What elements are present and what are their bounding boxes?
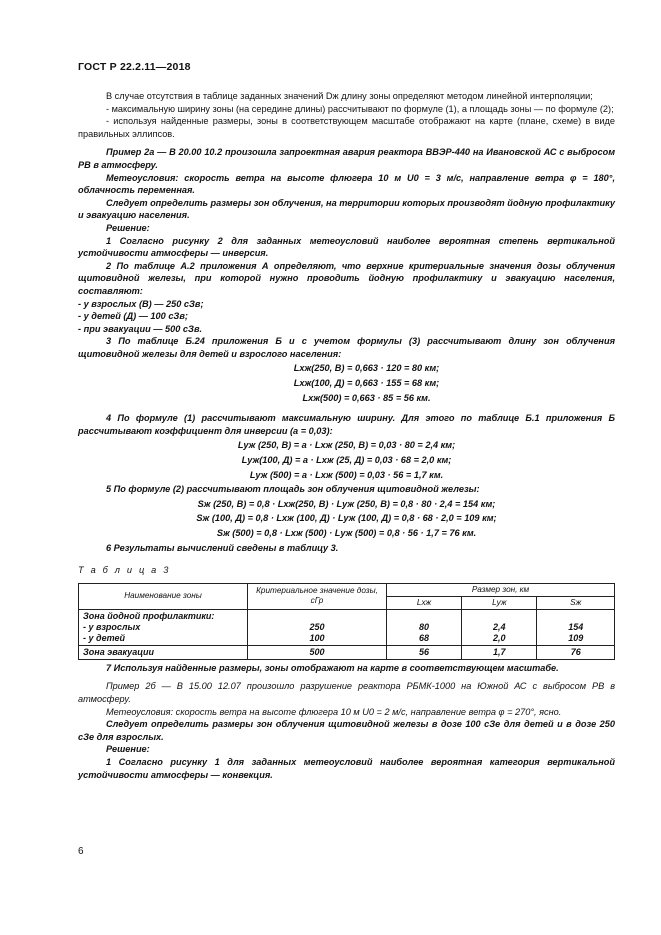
cell-area: 76 bbox=[537, 645, 615, 659]
formula-width-3: Lуж (500) = a · Lхж (500) = 0,03 · 56 = 1,7 км. bbox=[249, 469, 444, 480]
header-zone-size: Размер зон, км bbox=[387, 583, 615, 596]
header-dose: Критериальное значение дозы, сГр bbox=[248, 583, 387, 609]
cell-dose: 100 bbox=[309, 632, 325, 643]
page-number: 6 bbox=[78, 846, 84, 857]
dose-list-item: - у детей (Д) — 100 сЗв; bbox=[78, 311, 188, 322]
example-2a-step-3: 3 По таблице Б.24 приложения Б и с учетом формулы (3) рассчитывают длину зон облучения щитовидной железы для детей и взрослого населения: bbox=[78, 336, 615, 359]
intro-paragraph-1: В случае отсутствия в таблице заданных значений Dж длину зоны определяют методом линейной интерполяции; bbox=[106, 91, 593, 101]
intro-paragraph-2: - максимальную ширину зоны (на середине длины) рассчитывают по формуле (1), а площадь зоны — по формуле (2); bbox=[106, 103, 614, 114]
table-row bbox=[79, 609, 615, 645]
cell-area: 109 bbox=[568, 632, 584, 643]
example-2b-step-1: 1 Согласно рисунку 1 для заданных метеоусловий наиболее вероятная категория вертикальной устойчивости атмосферы — конвекция. bbox=[78, 756, 615, 780]
cell-dose: 500 bbox=[248, 645, 387, 659]
example-2a-step-5: 5 По формуле (2) рассчитывают площадь зон облучения щитовидной железы: bbox=[106, 484, 480, 495]
example-2a-step-2: 2 По таблице А.2 приложения А определяют, что верхние критериальные значения дозы облучения щитовидной железы, при которой нужно проводить йодную профилактику и эвакуацию населения, составляют: bbox=[78, 260, 615, 296]
cell-length: 80 bbox=[419, 621, 430, 632]
header-zone-name: Наименование зоны bbox=[79, 583, 248, 609]
formula-length-3: Lхж(500) = 0,663 · 85 = 56 км. bbox=[302, 392, 431, 403]
document-body bbox=[78, 90, 615, 781]
example-2a-meteo: Метеоусловия: скорость ветра на высоте флюгера 10 м U0 = 3 м/с, направление ветра φ = 180°, облачность переменная. bbox=[78, 172, 615, 196]
after-step-7: 7 Используя найденные размеры, зоны отображают на карте в соответствующем масштабе. bbox=[106, 662, 559, 673]
cell-length: 56 bbox=[387, 645, 462, 659]
header-area: Sж bbox=[537, 596, 615, 609]
formula-area-2: Sж (100, Д) = 0,8 · Lхж (100, Д) · Lуж (100, Д) = 0,8 · 68 · 2,0 = 109 км; bbox=[196, 513, 497, 524]
example-2a-solution-label: Решение: bbox=[106, 222, 150, 233]
formula-length-2: Lхж(100, Д) = 0,663 · 155 = 68 км; bbox=[293, 378, 440, 389]
row-zone-name: - у взрослых bbox=[83, 621, 141, 632]
example-2a-step-4: 4 По формуле (1) рассчитывают максимальную ширину. Для этого по таблице Б.1 приложения Б рассчитывают коэффициент для инверсии (a = 0,03): bbox=[78, 413, 615, 436]
example-2b-task: Следует определить размеры зон облучения щитовидной железы в дозе 100 сЗе для детей и в дозе 250 сЗе для взрослых. bbox=[78, 719, 615, 742]
cell-area: 154 bbox=[568, 621, 584, 632]
formula-area-3: Sж (500) = 0,8 · Lхж (500) · Lуж (500) = 0,8 · 56 · 1,7 = 76 км. bbox=[216, 528, 477, 538]
row-zone-name: - у детей bbox=[83, 632, 125, 643]
formula-length-1: Lхж(250, В) = 0,663 · 120 = 80 км; bbox=[293, 363, 440, 374]
example-2b-title: Пример 2б — В 15.00 12.07 произошло разрушение реактора РБМК-1000 на Южной АС с выбросом РВ в атмосферу. bbox=[78, 681, 615, 704]
results-table bbox=[78, 583, 615, 660]
cell-dose: 250 bbox=[309, 621, 325, 632]
row-zone-name: Зона йодной профилактики: bbox=[83, 610, 215, 621]
example-2b-solution-label: Решение: bbox=[106, 744, 150, 755]
example-2a-task: Следует определить размеры зон облучения, на территории которых производят йодную профилактику и эвакуацию населения. bbox=[78, 197, 616, 221]
header-length: Lхж bbox=[387, 596, 462, 609]
cell-length: 68 bbox=[419, 632, 430, 643]
intro-paragraph-3: - используя найденные размеры, зоны в соответствующем масштабе отображают на карте (плане, схеме) в виде правильных эллипсов. bbox=[78, 116, 615, 139]
example-2a-title: Пример 2а — В 20.00 10.2 произошла запроектная авария реактора ВВЭР-440 на Ивановской АС с выбросом РВ в атмосферу. bbox=[78, 147, 615, 170]
example-2b-meteo: Метеоусловия: скорость ветра на высоте флюгера 10 м U0 = 2 м/с, направление ветра φ = 270°, ясно. bbox=[106, 706, 562, 717]
example-2a-step-1: 1 Согласно рисунку 2 для заданных метеоусловий наиболее вероятная степень вертикальной устойчивости атмосферы — инверсия. bbox=[78, 235, 615, 259]
table-row bbox=[79, 645, 615, 659]
cell-width: 1,7 bbox=[462, 645, 537, 659]
header-width: Lуж bbox=[462, 596, 537, 609]
row-zone-name: Зона эвакуации bbox=[79, 645, 248, 659]
example-2a-step-6: 6 Результаты вычислений сведены в таблицу 3. bbox=[106, 542, 339, 553]
formula-width-1: Lуж (250, В) = a · Lхж (250, В) = 0,03 · 80 = 2,4 км; bbox=[237, 440, 456, 451]
formula-width-2: Lуж(100, Д) = a · Lхж (25, Д) = 0,03 · 68 = 2,0 км; bbox=[241, 455, 452, 466]
cell-width: 2,4 bbox=[493, 621, 506, 632]
cell-width: 2,0 bbox=[493, 632, 506, 643]
formula-area-1: Sж (250, В) = 0,8 · Lхж(250, В) · Lуж (250, В) = 0,8 · 80 · 2,4 = 154 км; bbox=[197, 498, 496, 509]
dose-list-item: - при эвакуации — 500 сЗв. bbox=[78, 323, 203, 334]
dose-list-item: - у взрослых (В) — 250 сЗв; bbox=[78, 298, 204, 309]
table-caption: Т а б л и ц а 3 bbox=[78, 565, 171, 576]
document-header: ГОСТ Р 22.2.11—2018 bbox=[78, 61, 191, 73]
